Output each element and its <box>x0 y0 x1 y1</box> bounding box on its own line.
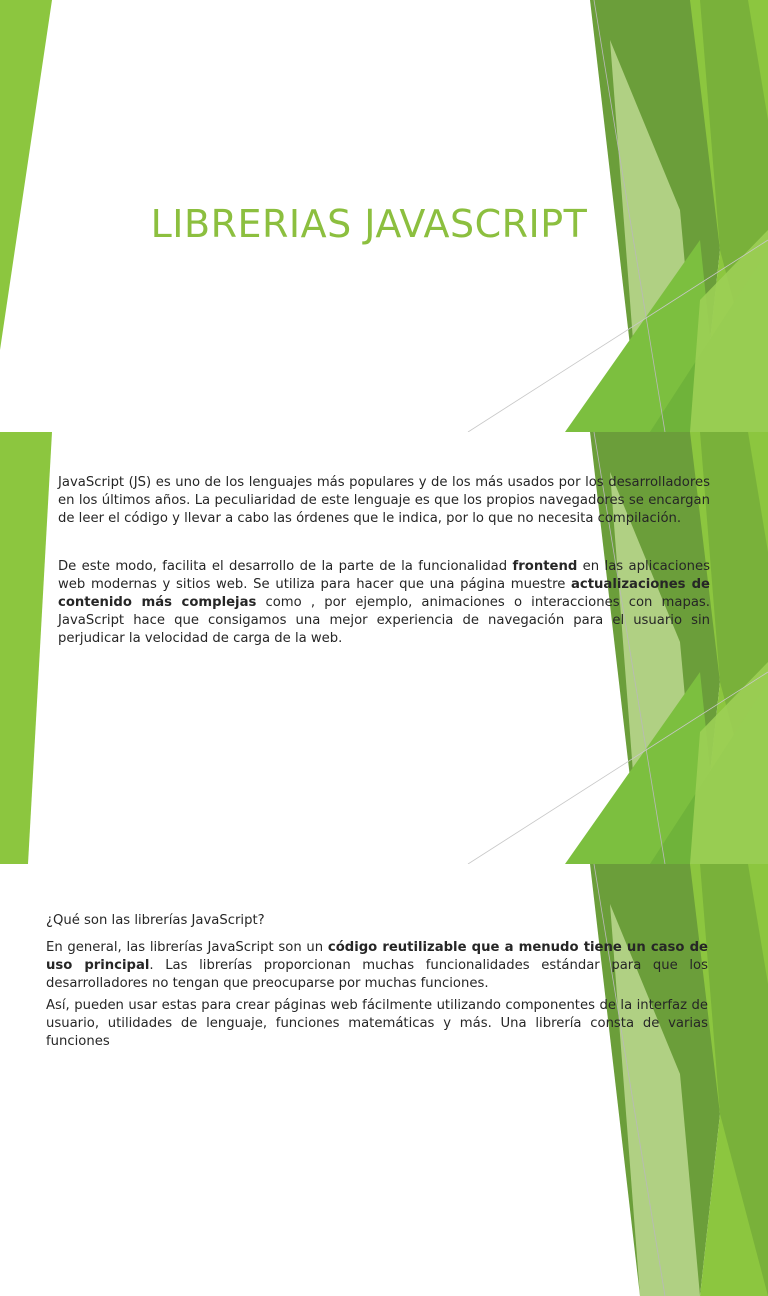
title-slide <box>0 0 768 432</box>
bold-reusable-code: código reutilizable que a menudo tiene un caso de uso principal <box>46 940 708 973</box>
usage-paragraph: Así, pueden usar estas para crear páginas web fácilmente utilizando componentes de la interfaz de usuario, utilidades de lenguaje, funciones matemáticas y más. Una librería consta de varias funciones <box>46 998 708 1049</box>
text-run: En general, las librerías JavaScript son un <box>46 940 328 955</box>
content-slide-intro <box>0 432 768 864</box>
content-slide-libraries <box>0 864 768 1049</box>
text-run: . Las librerías proporcionan muchas funcionalidades estándar para que los desarrolladores no tengan que preocuparse por muchas funciones. <box>46 958 708 991</box>
libraries-paragraph <box>46 939 708 993</box>
page-title: LIBRERIAS JAVASCRIPT <box>150 202 588 246</box>
frontend-paragraph <box>58 558 710 648</box>
bold-content-updates: actualizaciones de contenido más complejas <box>58 577 710 610</box>
bold-frontend: frontend <box>512 559 578 574</box>
text-run: como , por ejemplo, animaciones o interacciones con mapas. JavaScript hace que consigamos una mejor experiencia de navegación para el usuario sin perjudicar la velocidad de carga de la web. <box>58 595 710 646</box>
text-run: en las aplicaciones web modernas y sitios web. Se utiliza para hacer que una página muestre <box>58 559 710 592</box>
section-heading: ¿Qué son las librerías JavaScript? <box>46 913 265 928</box>
text-run: De este modo, facilita el desarrollo de la parte de la funcionalidad <box>58 559 513 574</box>
intro-paragraph: JavaScript (JS) es uno de los lenguajes más populares y de los más usados por los desarrolladores en los últimos años. La peculiaridad de este lenguaje es que los propios navegadores se encargan de leer el código y llevar a cabo las órdenes que le indica, por lo que no necesita compilación. <box>58 475 710 526</box>
